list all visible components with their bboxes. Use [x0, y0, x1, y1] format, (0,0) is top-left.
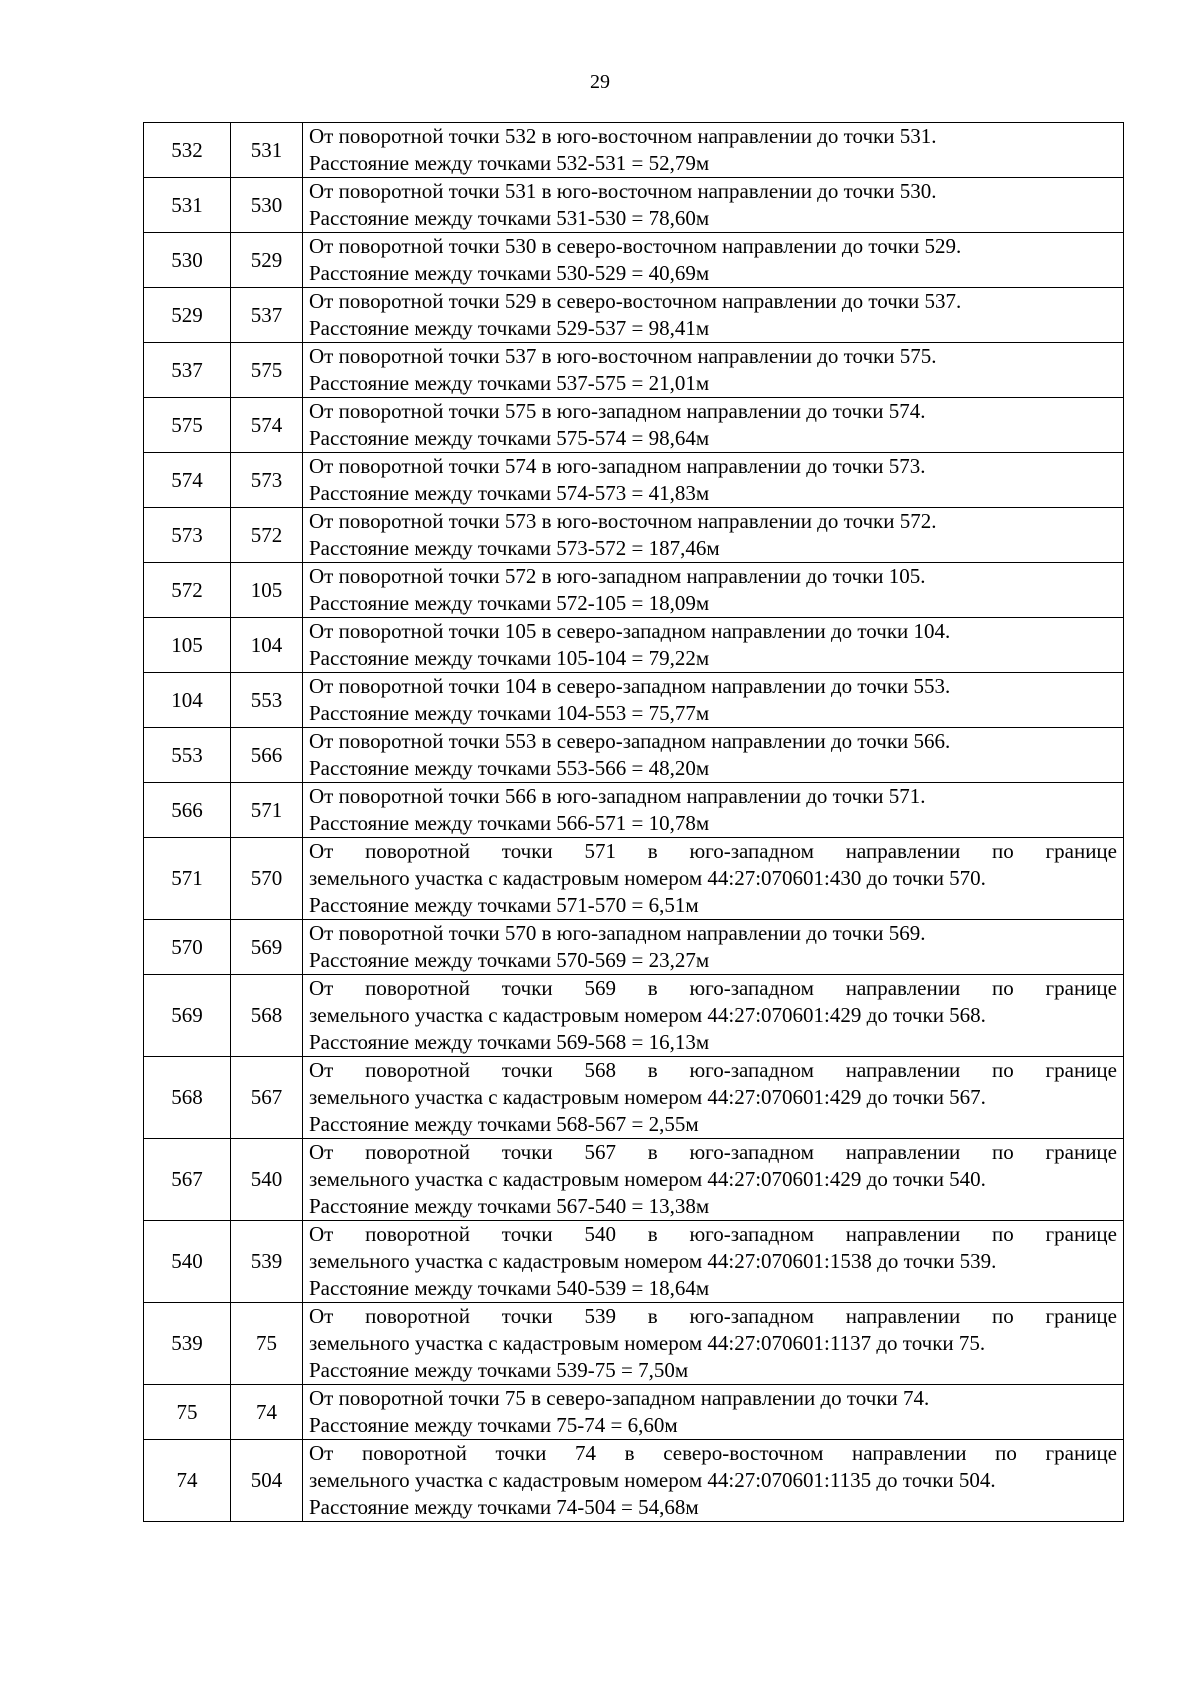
description-line: Расстояние между точками 105-104 = 79,22м — [309, 646, 710, 670]
description-cell — [303, 398, 1124, 453]
description-cell — [303, 673, 1124, 728]
description-line: От поворотной точки 529 в северо-восточном направлении до точки 537. — [309, 289, 962, 313]
table-row — [144, 288, 1124, 343]
description-line: От поворотной точки 572 в юго-западном направлении до точки 105. — [309, 564, 926, 588]
point-from-cell: 572 — [144, 563, 231, 618]
description-line: земельного участка с кадастровым номером 44:27:070601:1538 до точки 539. — [309, 1249, 997, 1273]
point-from-cell: 75 — [144, 1385, 231, 1440]
description-line: От поворотной точки 539 в юго-западном направлении по границе — [309, 1304, 1117, 1328]
description-line: Расстояние между точками 531-530 = 78,60м — [309, 206, 710, 230]
point-from-cell: 531 — [144, 178, 231, 233]
point-from-cell: 530 — [144, 233, 231, 288]
description-cell — [303, 233, 1124, 288]
description-cell — [303, 1440, 1124, 1522]
point-from-cell: 573 — [144, 508, 231, 563]
description-cell — [303, 1385, 1124, 1440]
description-cell — [303, 1221, 1124, 1303]
point-to-cell: 537 — [231, 288, 303, 343]
point-from-cell: 104 — [144, 673, 231, 728]
table-row — [144, 975, 1124, 1057]
description-line: От поворотной точки 569 в юго-западном направлении по границе — [309, 976, 1117, 1000]
table-row — [144, 343, 1124, 398]
table-row — [144, 1440, 1124, 1522]
description-line: Расстояние между точками 574-573 = 41,83м — [309, 481, 710, 505]
description-line: Расстояние между точками 74-504 = 54,68м — [309, 1495, 699, 1519]
description-line: От поворотной точки 105 в северо-западном направлении до точки 104. — [309, 619, 951, 643]
description-line: От поворотной точки 571 в юго-западном направлении по границе — [309, 839, 1117, 863]
description-line: Расстояние между точками 575-574 = 98,64м — [309, 426, 710, 450]
description-line: От поворотной точки 531 в юго-восточном направлении до точки 530. — [309, 179, 937, 203]
description-line: Расстояние между точками 572-105 = 18,09м — [309, 591, 710, 615]
description-line: От поворотной точки 553 в северо-западном направлении до точки 566. — [309, 729, 951, 753]
point-to-cell: 567 — [231, 1057, 303, 1139]
table-row — [144, 398, 1124, 453]
description-line: От поворотной точки 540 в юго-западном направлении по границе — [309, 1222, 1117, 1246]
description-cell — [303, 288, 1124, 343]
page-number: 29 — [590, 71, 610, 93]
point-to-cell: 74 — [231, 1385, 303, 1440]
point-to-cell: 104 — [231, 618, 303, 673]
description-line: От поворотной точки 74 в северо-восточном направлении по границе — [309, 1441, 1117, 1465]
table-row — [144, 838, 1124, 920]
description-cell — [303, 1139, 1124, 1221]
description-line: Расстояние между точками 567-540 = 13,38м — [309, 1194, 710, 1218]
description-line: Расстояние между точками 75-74 = 6,60м — [309, 1413, 678, 1437]
description-line: От поворотной точки 568 в юго-западном направлении по границе — [309, 1058, 1117, 1082]
description-cell — [303, 618, 1124, 673]
point-from-cell: 569 — [144, 975, 231, 1057]
point-to-cell: 531 — [231, 123, 303, 178]
table-row — [144, 123, 1124, 178]
point-from-cell: 575 — [144, 398, 231, 453]
description-cell — [303, 453, 1124, 508]
point-from-cell: 540 — [144, 1221, 231, 1303]
description-line: Расстояние между точками 540-539 = 18,64м — [309, 1276, 710, 1300]
description-line: От поворотной точки 566 в юго-западном направлении до точки 571. — [309, 784, 926, 808]
table-row — [144, 563, 1124, 618]
description-line: земельного участка с кадастровым номером 44:27:070601:429 до точки 567. — [309, 1085, 986, 1109]
table-row — [144, 1139, 1124, 1221]
description-line: Расстояние между точками 571-570 = 6,51м — [309, 893, 699, 917]
point-to-cell: 569 — [231, 920, 303, 975]
point-to-cell: 105 — [231, 563, 303, 618]
description-line: Расстояние между точками 532-531 = 52,79м — [309, 151, 710, 175]
description-line: земельного участка с кадастровым номером 44:27:070601:429 до точки 568. — [309, 1003, 986, 1027]
description-cell — [303, 343, 1124, 398]
point-to-cell: 566 — [231, 728, 303, 783]
table-row — [144, 233, 1124, 288]
description-line: От поворотной точки 104 в северо-западном направлении до точки 553. — [309, 674, 951, 698]
point-from-cell: 568 — [144, 1057, 231, 1139]
table-row — [144, 1057, 1124, 1139]
point-to-cell: 529 — [231, 233, 303, 288]
description-line: От поворотной точки 75 в северо-западном направлении до точки 74. — [309, 1386, 930, 1410]
description-line: Расстояние между точками 539-75 = 7,50м — [309, 1358, 689, 1382]
description-cell — [303, 1057, 1124, 1139]
point-from-cell: 566 — [144, 783, 231, 838]
point-from-cell: 574 — [144, 453, 231, 508]
point-from-cell: 570 — [144, 920, 231, 975]
description-cell — [303, 728, 1124, 783]
table-row — [144, 783, 1124, 838]
description-cell — [303, 783, 1124, 838]
description-line: От поворотной точки 574 в юго-западном направлении до точки 573. — [309, 454, 926, 478]
description-line: От поворотной точки 530 в северо-восточном направлении до точки 529. — [309, 234, 962, 258]
table-row — [144, 178, 1124, 233]
description-line: От поворотной точки 575 в юго-западном направлении до точки 574. — [309, 399, 926, 423]
table-row — [144, 1303, 1124, 1385]
description-line: От поворотной точки 570 в юго-западном направлении до точки 569. — [309, 921, 926, 945]
description-line: Расстояние между точками 530-529 = 40,69м — [309, 261, 710, 285]
description-line: Расстояние между точками 566-571 = 10,78м — [309, 811, 710, 835]
point-from-cell: 74 — [144, 1440, 231, 1522]
point-to-cell: 530 — [231, 178, 303, 233]
description-line: Расстояние между точками 537-575 = 21,01м — [309, 371, 710, 395]
description-line: земельного участка с кадастровым номером 44:27:070601:430 до точки 570. — [309, 866, 986, 890]
boundary-table-body — [144, 123, 1124, 1522]
description-line: Расстояние между точками 104-553 = 75,77м — [309, 701, 710, 725]
table-row — [144, 618, 1124, 673]
point-from-cell: 532 — [144, 123, 231, 178]
description-cell — [303, 563, 1124, 618]
point-from-cell: 105 — [144, 618, 231, 673]
description-line: От поворотной точки 573 в юго-восточном направлении до точки 572. — [309, 509, 937, 533]
description-cell — [303, 975, 1124, 1057]
point-to-cell: 568 — [231, 975, 303, 1057]
table-row — [144, 728, 1124, 783]
description-line: Расстояние между точками 553-566 = 48,20м — [309, 756, 710, 780]
point-from-cell: 539 — [144, 1303, 231, 1385]
point-from-cell: 529 — [144, 288, 231, 343]
description-line: От поворотной точки 567 в юго-западном направлении по границе — [309, 1140, 1117, 1164]
description-line: Расстояние между точками 529-537 = 98,41м — [309, 316, 710, 340]
description-line: Расстояние между точками 568-567 = 2,55м — [309, 1112, 699, 1136]
point-to-cell: 553 — [231, 673, 303, 728]
point-to-cell: 573 — [231, 453, 303, 508]
table-row — [144, 453, 1124, 508]
table-row — [144, 1221, 1124, 1303]
point-to-cell: 574 — [231, 398, 303, 453]
point-to-cell: 504 — [231, 1440, 303, 1522]
description-line: От поворотной точки 532 в юго-восточном направлении до точки 531. — [309, 124, 937, 148]
point-to-cell: 571 — [231, 783, 303, 838]
description-line: земельного участка с кадастровым номером 44:27:070601:1137 до точки 75. — [309, 1331, 986, 1355]
point-from-cell: 567 — [144, 1139, 231, 1221]
description-line: Расстояние между точками 569-568 = 16,13м — [309, 1030, 710, 1054]
point-to-cell: 539 — [231, 1221, 303, 1303]
point-to-cell: 570 — [231, 838, 303, 920]
point-to-cell: 540 — [231, 1139, 303, 1221]
description-cell — [303, 920, 1124, 975]
description-cell — [303, 178, 1124, 233]
point-from-cell: 571 — [144, 838, 231, 920]
table-row — [144, 508, 1124, 563]
point-to-cell: 572 — [231, 508, 303, 563]
table-row — [144, 1385, 1124, 1440]
description-line: земельного участка с кадастровым номером 44:27:070601:1135 до точки 504. — [309, 1468, 996, 1492]
point-from-cell: 537 — [144, 343, 231, 398]
point-to-cell: 75 — [231, 1303, 303, 1385]
description-line: земельного участка с кадастровым номером 44:27:070601:429 до точки 540. — [309, 1167, 986, 1191]
point-from-cell: 553 — [144, 728, 231, 783]
description-cell — [303, 123, 1124, 178]
description-cell — [303, 508, 1124, 563]
description-line: От поворотной точки 537 в юго-восточном направлении до точки 575. — [309, 344, 937, 368]
point-to-cell: 575 — [231, 343, 303, 398]
description-line: Расстояние между точками 570-569 = 23,27м — [309, 948, 710, 972]
description-cell — [303, 838, 1124, 920]
boundary-table — [143, 122, 1124, 1522]
table-row — [144, 673, 1124, 728]
description-line: Расстояние между точками 573-572 = 187,46м — [309, 536, 720, 560]
table-row — [144, 920, 1124, 975]
description-cell — [303, 1303, 1124, 1385]
